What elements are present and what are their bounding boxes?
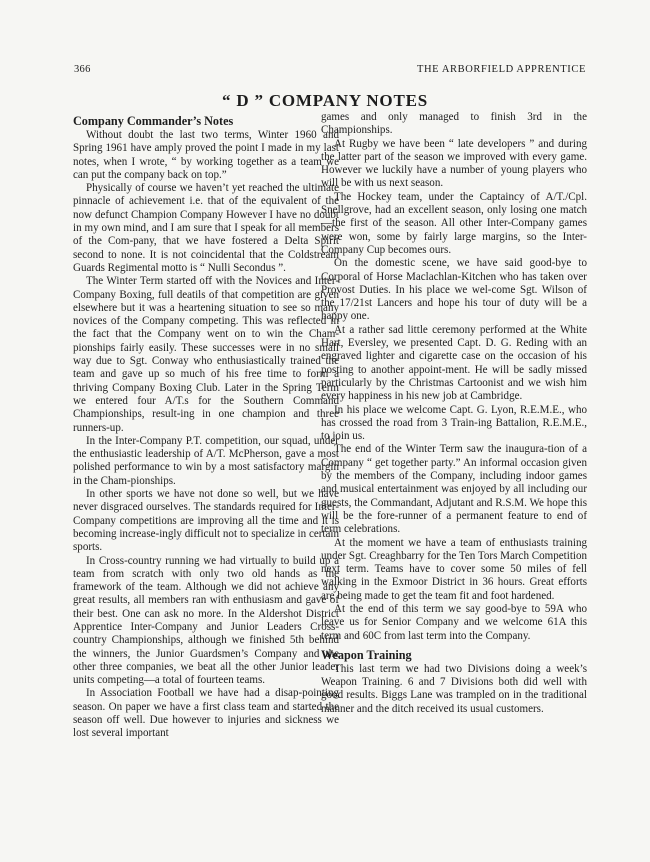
paragraph: At Rugby we have been “ late developers ” and during the latter part of the season we improved with every game. However we luckily have a number of young players who will be with us next season. — [321, 137, 587, 190]
paragraph: At a rather sad little ceremony performed at the White Hart, Eversley, we presented Capt. D. G. Reding with an engraved lighter and cigarette case on the occasion of his posting to another appoint-ment. He will be sadly missed particularly by the Christmas Cartoonist and we wish him every happiness in his new job at Cambridge. — [321, 323, 587, 403]
left-column — [73, 111, 339, 741]
paragraph: The Hockey team, under the Captaincy of A/T./Cpl. Snellgrove, had an excellent season, only losing one match—the first of the season. All other Inter-Company games were won, some by fairly large margins, so the Inter-Company Cup becomes ours. — [321, 190, 587, 256]
paragraph: In Association Football we have had a disap-pointing season. On paper we have a first class team and started the season off well. Due however to injuries and sickness we lost several important — [73, 687, 339, 740]
right-column — [321, 111, 587, 716]
paragraph: At the end of this term we say good-bye to 59A who leave us for Senior Company and we welcome 61A this term and 60C from last term into the Company. — [321, 602, 587, 642]
section-heading-company-commanders-notes: Company Commander’s Notes — [73, 114, 234, 128]
paragraph: Physically of course we haven’t yet reached the ultimate pinnacle of achievement i.e. that of the equivalent of the now defunct Champion Company However I have no doubt in my own mind, and I am sure that I speak for all members of the Com-pany, that we have fostered a Delta Spirit second to none. It is not coincidental that the Coldstream Guards Regimental motto is “ Nulli Secondus ”. — [73, 182, 339, 274]
paragraph: On the domestic scene, we have said good-bye to Corporal of Horse Maclachlan-Kitchen who has taken over Provost Duties. In his place we wel-come Sgt. Wilson of the 17/21st Lancers and hope his tour of duty will be a happy one. — [321, 257, 587, 323]
running-title: THE ARBORFIELD APPRENTICE — [416, 64, 586, 75]
paragraph: This last term we had two Divisions doing a week’s Weapon Training. 6 and 7 Divisions both did well with good results. Biggs Lane was trampled on in the traditional manner and the ditch received its usual customers. — [321, 662, 587, 715]
paragraph: In the Inter-Company P.T. competition, our squad, under the enthusiastic leadership of A/T. McPherson, gave a most polished performance to win by a most satisfactory margin in the Cham-pionships. — [73, 434, 339, 487]
section-heading-weapon-training: Weapon Training — [321, 647, 412, 662]
paragraph-continuation: games and only managed to finish 3rd in the Championships. — [321, 111, 587, 137]
paragraph: The Winter Term started off with the Novices and Inter-Company Boxing, full deatils of that competition are given elsewhere but it was a heartening situation to see so many novices of the Company competing. This was reflected in the fact that the Company went on to win the Cham-pionships fairly easily. These successes were in no small way due to Sgt. Conway who enthusiastically trained the team and gave up so much of his free time to form a thriving Company Boxing Club. Later in the Spring Term we entered four A/T.s for the Southern Command Championships, result-ing in one champion and three runners-up. — [73, 275, 339, 434]
paragraph: The end of the Winter Term saw the inaugura-tion of a Company “ get together party.” An informal occasion given by the members of the Company, including indoor games and musical entertainment was enjoyed by all including our guests, the Commandant, Adjutant and R.S.M. We hope this will be the fore-runner of a permanent feature to end of term celebrations. — [321, 443, 587, 536]
paragraph: Without doubt the last two terms, Winter 1960 and Spring 1961 have amply proved the point I made in my last notes, when I wrote, “ by working together as a team we can put the company back on top.” — [73, 129, 339, 181]
paragraph: In other sports we have not done so well, but we have never disgraced ourselves. The standards required for Inter-Company competitions are improving all the time and it is becoming increase-ingly difficult not to specialize in certain sports. — [73, 488, 339, 554]
page-number: 366 — [74, 64, 91, 75]
paragraph: In his place we welcome Capt. G. Lyon, R.E.M.E., who has crossed the road from 3 Train-ing Battalion, R.E.M.E., to join us. — [321, 403, 587, 443]
paragraph: At the moment we have a team of enthusiasts training under Sgt. Creaghbarry for the Ten Tors March Competition next term. Teams have to cover some 50 miles of fell walking in the Exmoor District in 36 hours. Great efforts are being made to get the team fit and foot hardened. — [321, 536, 587, 602]
paragraph: In Cross-country running we had virtually to build up a team from scratch with only two old hands as the framework of the team. Although we did not achieve any great results, all members ran with enthusiasm and gave of their best. One can ask no more. In the Aldershot District Apprentice Inter-Company and Junior Leaders Cross-country Championships, although we finished 5th behind the winners, the Junior Guardsmen’s Company and the other three companies, we beat all the other Junior leader units competing—a total of fourteen teams. — [73, 554, 339, 687]
article-title: “ D ” COMPANY NOTES — [222, 91, 428, 110]
